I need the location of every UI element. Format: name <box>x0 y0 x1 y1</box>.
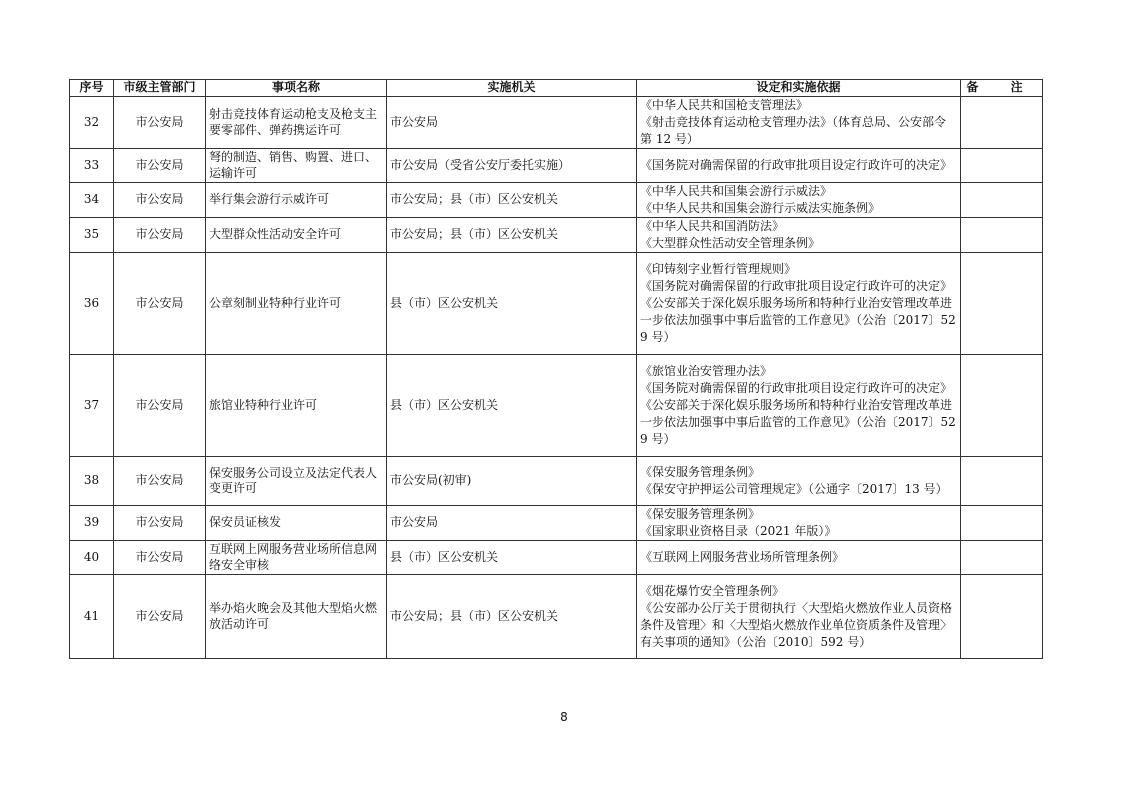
table-row <box>70 541 1043 575</box>
table-row <box>70 183 1043 218</box>
cell-basis <box>637 253 961 355</box>
basis-line: 《旅馆业治安管理办法》 <box>640 364 773 378</box>
cell-remark <box>961 149 1043 183</box>
header-dept: 市级主管部门 <box>114 80 206 97</box>
cell-dept: 市公安局 <box>114 253 206 355</box>
cell-no: 36 <box>70 253 114 355</box>
header-agency: 实施机关 <box>387 80 637 97</box>
basis-line: 《国务院对确需保留的行政审批项目设定行政许可的决定》 <box>640 381 953 395</box>
cell-dept: 市公安局 <box>114 183 206 218</box>
cell-basis <box>637 183 961 218</box>
table-row <box>70 253 1043 355</box>
cell-no: 33 <box>70 149 114 183</box>
cell-basis <box>637 575 961 659</box>
cell-remark <box>961 253 1043 355</box>
cell-dept: 市公安局 <box>114 218 206 253</box>
cell-dept: 市公安局 <box>114 97 206 149</box>
cell-remark <box>961 541 1043 575</box>
cell-agency: 市公安局；县（市）区公安机关 <box>387 218 637 253</box>
cell-item: 大型群众性活动安全许可 <box>206 218 387 253</box>
table-row <box>70 149 1043 183</box>
cell-item: 公章刻制业特种行业许可 <box>206 253 387 355</box>
cell-remark <box>961 355 1043 457</box>
cell-agency: 市公安局(初审) <box>387 457 637 506</box>
cell-basis <box>637 506 961 541</box>
table-row <box>70 575 1043 659</box>
cell-item: 旅馆业特种行业许可 <box>206 355 387 457</box>
basis-line: 《中华人民共和国集会游行示威法》 <box>640 184 833 198</box>
table-row <box>70 457 1043 506</box>
basis-line: 《国务院对确需保留的行政审批项目设定行政许可的决定》 <box>640 279 953 293</box>
cell-basis <box>637 457 961 506</box>
cell-no: 32 <box>70 97 114 149</box>
cell-remark <box>961 183 1043 218</box>
header-item: 事项名称 <box>206 80 387 97</box>
cell-basis <box>637 355 961 457</box>
basis-line: 《国家职业资格目录（2021 年版）》 <box>640 524 837 538</box>
basis-line: 《保安守护押运公司管理规定》（公通字〔2017〕13 号） <box>640 482 948 496</box>
cell-remark <box>961 506 1043 541</box>
cell-remark <box>961 457 1043 506</box>
cell-item: 保安员证核发 <box>206 506 387 541</box>
basis-line: 《中华人民共和国集会游行示威法实施条例》 <box>640 201 881 215</box>
cell-agency: 市公安局（受省公安厅委托实施） <box>387 149 637 183</box>
basis-line: 《国务院对确需保留的行政审批项目设定行政许可的决定》 <box>640 158 953 172</box>
cell-no: 37 <box>70 355 114 457</box>
page-number: 8 <box>560 710 568 724</box>
basis-line: 《公安部办公厅关于贯彻执行〈大型焰火燃放作业人员资格条件及管理〉和〈大型焰火燃放作业单位资质条件及管理〉有关事项的通知》（公治〔2010〕592 号） <box>640 600 953 649</box>
basis-line: 《大型群众性活动安全管理条例》 <box>640 236 821 250</box>
cell-remark <box>961 575 1043 659</box>
cell-no: 40 <box>70 541 114 575</box>
cell-item: 射击竞技体育运动枪支及枪支主要零部件、弹药携运许可 <box>206 97 387 149</box>
header-remark: 备 注 <box>961 80 1043 97</box>
basis-line: 《中华人民共和国消防法》 <box>640 219 785 233</box>
cell-dept: 市公安局 <box>114 575 206 659</box>
cell-basis <box>637 97 961 149</box>
cell-no: 34 <box>70 183 114 218</box>
cell-item: 保安服务公司设立及法定代表人变更许可 <box>206 457 387 506</box>
cell-basis <box>637 541 961 575</box>
basis-line: 《烟花爆竹安全管理条例》 <box>640 583 785 598</box>
cell-agency: 县（市）区公安机关 <box>387 253 637 355</box>
basis-line: 《公安部关于深化娱乐服务场所和特种行业治安管理改革进一步依法加强事中事后监管的工作意见》（公治〔2017〕529 号） <box>640 296 956 344</box>
cell-agency: 市公安局；县（市）区公安机关 <box>387 575 637 659</box>
cell-remark <box>961 97 1043 149</box>
cell-no: 38 <box>70 457 114 506</box>
cell-basis <box>637 149 961 183</box>
basis-line: 《保安服务管理条例》 <box>640 465 761 479</box>
table-row <box>70 506 1043 541</box>
basis-line: 《公安部关于深化娱乐服务场所和特种行业治安管理改革进一步依法加强事中事后监管的工作意见》（公治〔2017〕529 号） <box>640 398 956 446</box>
basis-line: 《印铸刻字业暂行管理规则》 <box>640 262 797 276</box>
table-body <box>70 97 1043 659</box>
cell-basis <box>637 218 961 253</box>
cell-item: 弩的制造、销售、购置、进口、运输许可 <box>206 149 387 183</box>
cell-dept: 市公安局 <box>114 355 206 457</box>
cell-agency: 市公安局；县（市）区公安机关 <box>387 183 637 218</box>
table-row <box>70 218 1043 253</box>
cell-item: 举办焰火晚会及其他大型焰火燃放活动许可 <box>206 575 387 659</box>
header-basis: 设定和实施依据 <box>637 80 961 97</box>
cell-no: 35 <box>70 218 114 253</box>
cell-item: 举行集会游行示威许可 <box>206 183 387 218</box>
cell-remark <box>961 218 1043 253</box>
table-row <box>70 97 1043 149</box>
cell-dept: 市公安局 <box>114 457 206 506</box>
cell-item: 互联网上网服务营业场所信息网络安全审核 <box>206 541 387 575</box>
cell-no: 39 <box>70 506 114 541</box>
cell-dept: 市公安局 <box>114 149 206 183</box>
cell-no: 41 <box>70 575 114 659</box>
cell-dept: 市公安局 <box>114 506 206 541</box>
table-header-row <box>70 80 1043 97</box>
basis-line: 《互联网上网服务营业场所管理条例》 <box>640 550 845 564</box>
cell-agency: 县（市）区公安机关 <box>387 541 637 575</box>
basis-line: 《中华人民共和国枪支管理法》 <box>640 98 809 112</box>
basis-line: 《射击竞技体育运动枪支管理办法》（体育总局、公安部令第 12 号） <box>640 115 947 146</box>
permit-items-table <box>69 79 1043 659</box>
basis-line: 《保安服务管理条例》 <box>640 507 761 521</box>
cell-agency: 市公安局 <box>387 97 637 149</box>
cell-agency: 市公安局 <box>387 506 637 541</box>
header-no: 序号 <box>70 80 114 97</box>
table-row <box>70 355 1043 457</box>
cell-agency: 县（市）区公安机关 <box>387 355 637 457</box>
cell-dept: 市公安局 <box>114 541 206 575</box>
